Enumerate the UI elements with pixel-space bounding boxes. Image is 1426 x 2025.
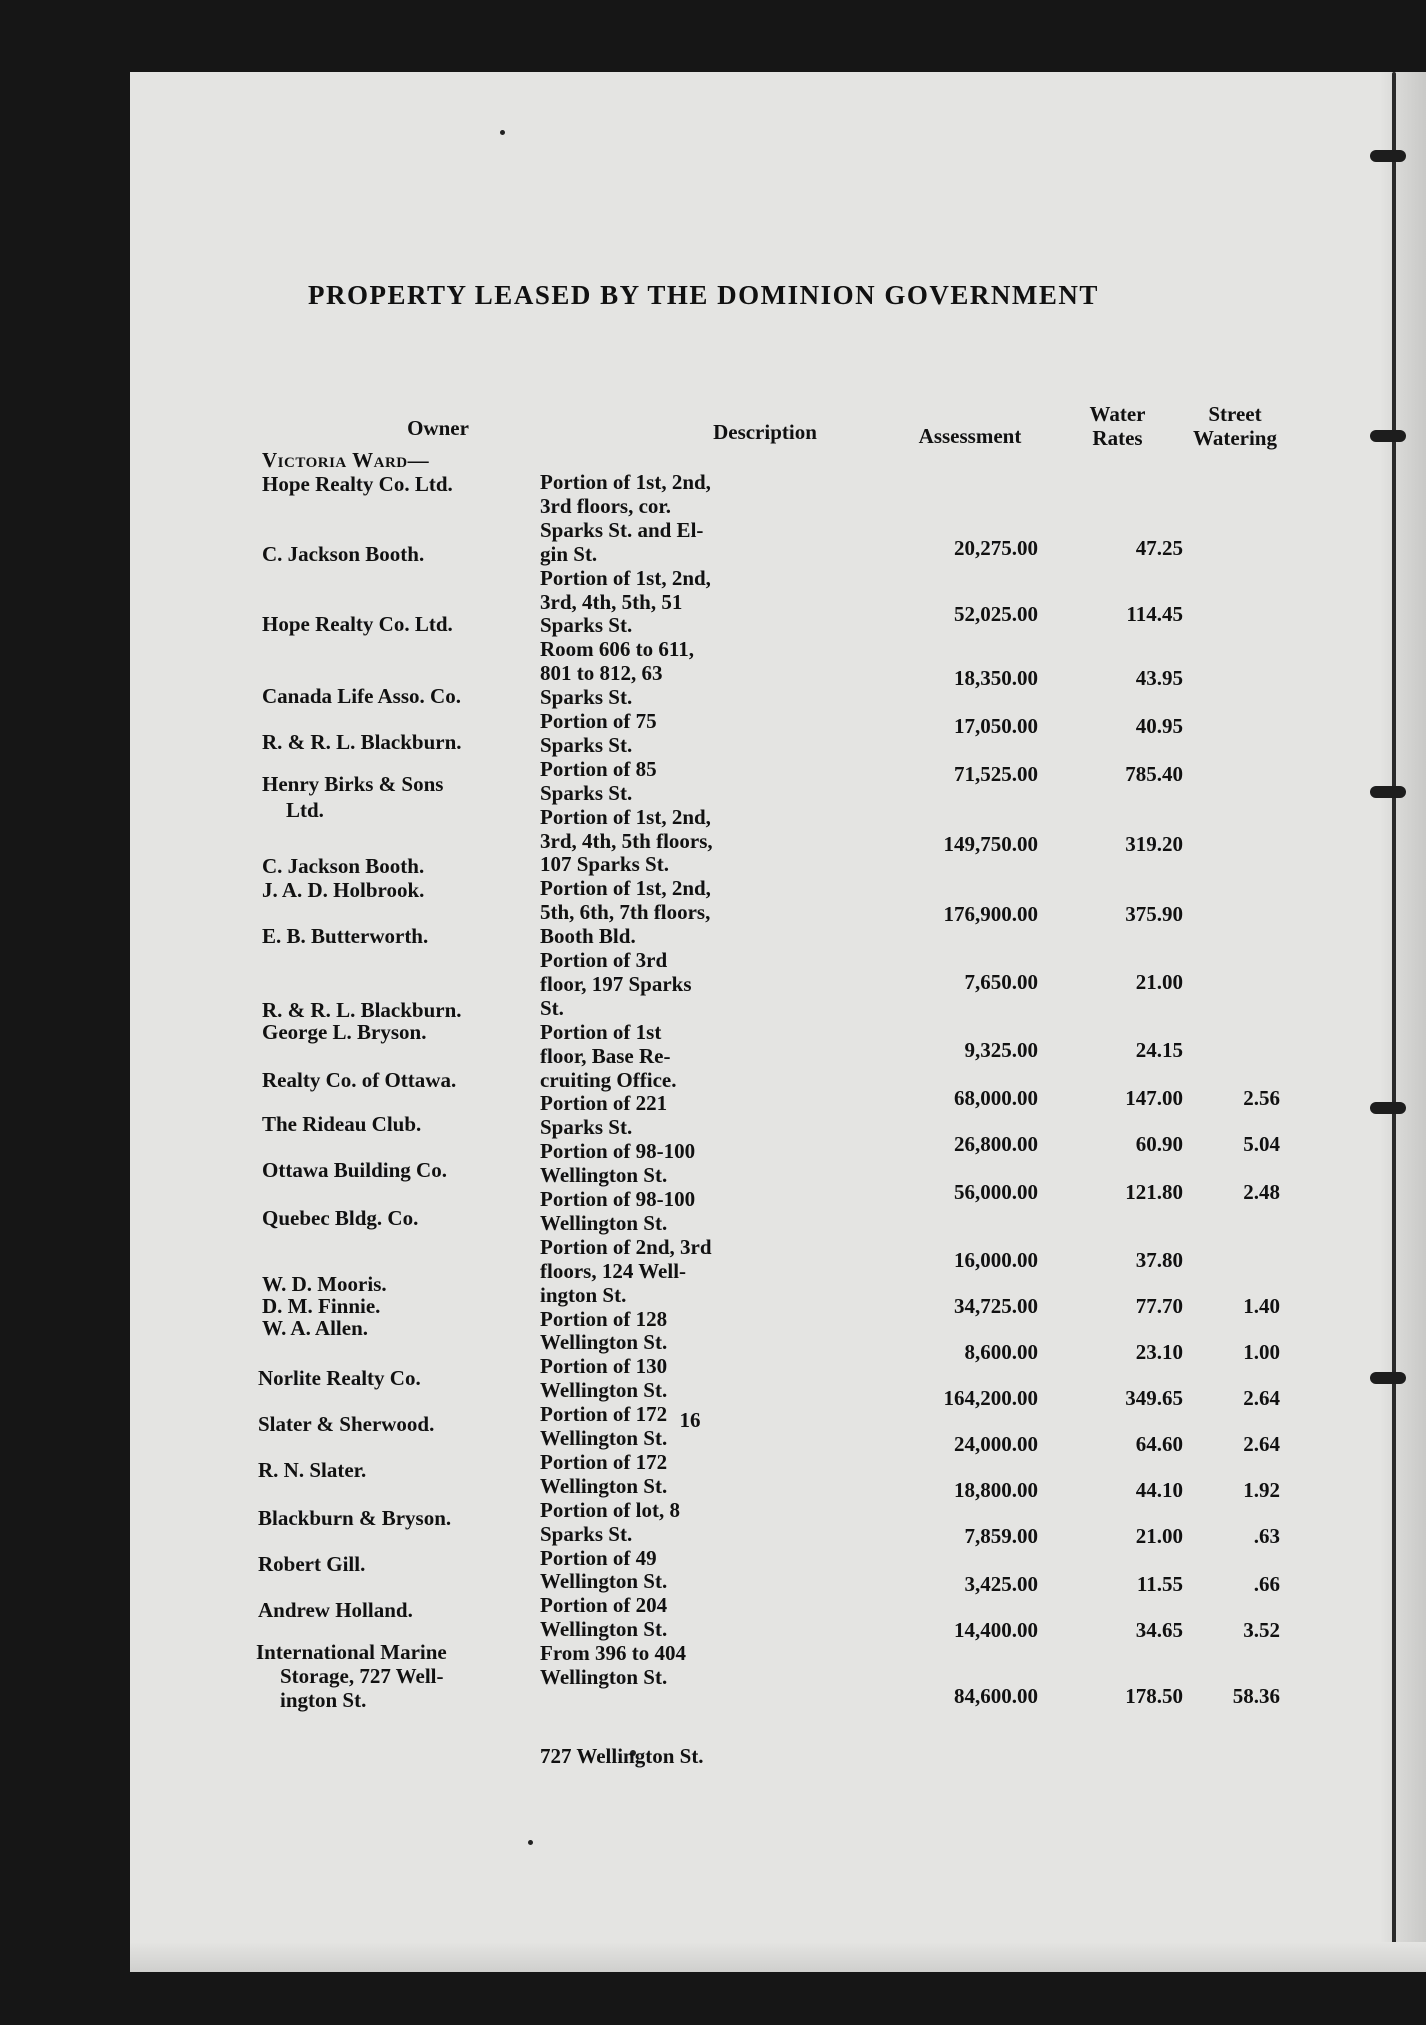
assessment-value: 16,000.00 [954,1248,1038,1272]
ward-heading: Victoria Ward— [262,448,430,472]
street-watering-value: 1.92 [1243,1478,1280,1502]
page-fold-shadow [1380,72,1426,1972]
description-line: Sparks St. [540,781,633,805]
description-line: Sparks St. [540,1115,633,1139]
description-line: Wellington St. [540,1569,668,1593]
description-line: Wellington St. [540,1378,668,1402]
binding-clip-mark [1370,1372,1406,1384]
assessment-value: 71,525.00 [954,762,1038,786]
street-watering-value: .66 [1253,1572,1280,1596]
street-watering-value: 3.52 [1243,1618,1280,1642]
water-rate-value: 21.00 [1135,970,1183,994]
street-watering-value: 58.36 [1232,1684,1280,1708]
water-rate-value: 178.50 [1125,1684,1183,1708]
description-line: Wellington St. [540,1665,668,1689]
description-line: gin St. [540,542,598,566]
owner-name: Quebec Bldg. Co. [262,1206,419,1230]
owner-name: Norlite Realty Co. [258,1366,421,1390]
description-line: 3rd, 4th, 5th floors, [540,829,713,853]
description-line: Portion of lot, 8 [540,1498,680,1522]
water-rate-value: 114.45 [1126,602,1183,626]
description-line: ington St. [540,1283,627,1307]
assessment-value: 18,800.00 [954,1478,1038,1502]
owner-name: Realty Co. of Ottawa. [262,1068,457,1092]
description-line: Portion of 75 [540,709,657,733]
description-line: cruiting Office. [540,1068,677,1092]
owner-name: Storage, 727 Well- [280,1664,444,1688]
description-line: Wellington St. [540,1617,668,1641]
assessment-value: 84,600.00 [954,1684,1038,1708]
assessment-value: 17,050.00 [954,714,1038,738]
water-rate-value: 40.95 [1135,714,1183,738]
water-rate-value: 11.55 [1136,1572,1183,1596]
owner-name: George L. Bryson. [262,1020,427,1044]
street-watering-value: 1.40 [1243,1294,1280,1318]
description-line: Wellington St. [540,1426,668,1450]
street-watering-value: 2.64 [1243,1432,1280,1456]
water-rate-value: 121.80 [1125,1180,1183,1204]
description-line: Room 606 to 611, [540,637,694,661]
water-rate-value: 375.90 [1125,902,1183,926]
owner-name: R. N. Slater. [258,1458,367,1482]
description-line: Portion of 1st, 2nd, [540,566,711,590]
water-rate-value: 77.70 [1135,1294,1183,1318]
owner-name: Andrew Holland. [258,1598,413,1622]
assessment-value: 18,350.00 [954,666,1038,690]
assessment-value: 149,750.00 [943,832,1038,856]
assessment-value: 7,859.00 [964,1524,1038,1548]
owner-name: J. A. D. Holbrook. [262,878,425,902]
scanned-page [130,72,1426,1972]
water-rate-value: 21.00 [1135,1524,1183,1548]
owner-name: D. M. Finnie. [262,1294,381,1318]
binding-clip-mark [1370,786,1406,798]
owner-name: R. & R. L. Blackburn. [262,730,462,754]
owner-name: W. A. Allen. [262,1316,369,1340]
page-bottom-edge [130,1942,1426,1972]
owner-name: ington St. [280,1688,367,1712]
page-title: PROPERTY LEASED BY THE DOMINION GOVERNMENT [308,280,1099,310]
description-line: Portion of 1st, 2nd, [540,470,711,494]
binding-clip-mark [1370,1102,1406,1114]
description-line: 107 Sparks St. [540,852,669,876]
water-rate-value: 147.00 [1125,1086,1183,1110]
water-rate-value: 24.15 [1135,1038,1183,1062]
assessment-value: 7,650.00 [964,970,1038,994]
column-header-description: Description [713,420,817,444]
assessment-value: 52,025.00 [954,602,1038,626]
street-watering-value: 1.00 [1243,1340,1280,1364]
description-line: Wellington St. [540,1474,668,1498]
description-line: Portion of 221 [540,1091,668,1115]
description-line: Wellington St. [540,1163,668,1187]
street-watering-value: 2.48 [1243,1180,1280,1204]
water-rate-value: 34.65 [1135,1618,1183,1642]
street-watering-value: 5.04 [1243,1132,1280,1156]
assessment-value: 164,200.00 [943,1386,1038,1410]
assessment-value: 14,400.00 [954,1618,1038,1642]
column-header-assessment: Assessment [918,424,1022,448]
binding-fold-line [1392,72,1396,1972]
description-line: Wellington St. [540,1211,668,1235]
water-rate-value: 60.90 [1135,1132,1183,1156]
description-line: Portion of 2nd, 3rd [540,1235,712,1259]
water-rate-value: 349.65 [1125,1386,1183,1410]
description-line: Portion of 172 [540,1402,668,1426]
document-content [130,72,1370,1942]
binding-clip-mark [1370,430,1406,442]
description-line: Portion of 98-100 [540,1187,696,1211]
owner-name: E. B. Butterworth. [262,924,429,948]
water-rate-value: 785.40 [1125,762,1183,786]
description-line: floors, 124 Well- [540,1259,687,1283]
assessment-value: 34,725.00 [954,1294,1038,1318]
description-line: Sparks St. [540,733,633,757]
assessment-value: 9,325.00 [964,1038,1038,1062]
description-line: Portion of 204 [540,1593,668,1617]
owner-name: Ottawa Building Co. [262,1158,447,1182]
description-line: Portion of 98-100 [540,1139,696,1163]
description-line: Portion of 1st, 2nd, [540,876,711,900]
description-line: 5th, 6th, 7th floors, [540,900,711,924]
assessment-value: 24,000.00 [954,1432,1038,1456]
description-line: Booth Bld. [540,924,636,948]
column-header-water-rates: Water Rates [1089,402,1146,450]
owner-name: Robert Gill. [258,1552,366,1576]
water-rate-value: 37.80 [1135,1248,1183,1272]
assessment-value: 26,800.00 [954,1132,1038,1156]
assessment-value: 3,425.00 [964,1572,1038,1596]
owner-name: International Marine [256,1640,447,1664]
description-line: St. [540,996,564,1020]
water-rate-value: 64.60 [1135,1432,1183,1456]
street-watering-value: 2.64 [1243,1386,1280,1410]
description-line: Portion of 172 [540,1450,668,1474]
water-rate-value: 47.25 [1135,536,1183,560]
assessment-value: 56,000.00 [954,1180,1038,1204]
assessment-value: 20,275.00 [954,536,1038,560]
owner-name: Blackburn & Bryson. [258,1506,452,1530]
column-header-owner: Owner [407,416,469,440]
description-line: Sparks St. [540,685,633,709]
water-rate-value: 44.10 [1135,1478,1183,1502]
owner-name: Canada Life Asso. Co. [262,684,461,708]
water-rate-value: 43.95 [1135,666,1183,690]
owner-name: Henry Birks & Sons [262,772,444,796]
description-line: Portion of 130 [540,1354,668,1378]
owner-name: Slater & Sherwood. [258,1412,435,1436]
description-line: Sparks St. [540,1522,633,1546]
assessment-value: 176,900.00 [943,902,1038,926]
description-line: Portion of 128 [540,1307,668,1331]
description-line: floor, Base Re- [540,1044,671,1068]
description-line: Wellington St. [540,1330,668,1354]
owner-name: Hope Realty Co. Ltd. [262,612,453,636]
street-watering-value: 2.56 [1243,1086,1280,1110]
description-line: Portion of 85 [540,757,657,781]
water-rate-value: 319.20 [1125,832,1183,856]
description-line: 801 to 812, 63 [540,661,663,685]
description-line: floor, 197 Sparks [540,972,692,996]
description-line: Portion of 1st, 2nd, [540,805,711,829]
assessment-value: 68,000.00 [954,1086,1038,1110]
description-line: Sparks St. [540,613,633,637]
owner-name: Ltd. [286,798,324,822]
owner-name: C. Jackson Booth. [262,854,425,878]
description-line: Portion of 1st [540,1020,662,1044]
description-line: 3rd floors, cor. [540,494,672,518]
page-number: 16 [679,1408,701,1432]
description-line: Sparks St. and El- [540,518,704,542]
description-line: Portion of 3rd [540,948,668,972]
description-line: 727 Wellington St. [540,1744,704,1768]
owner-name: C. Jackson Booth. [262,542,425,566]
owner-name: Hope Realty Co. Ltd. [262,472,453,496]
description-line: Portion of 49 [540,1546,657,1570]
owner-name: R. & R. L. Blackburn. [262,998,462,1022]
street-watering-value: .63 [1253,1524,1280,1548]
binding-clip-mark [1370,150,1406,162]
owner-name: The Rideau Club. [262,1112,422,1136]
owner-name: W. D. Mooris. [262,1272,387,1296]
description-line: 3rd, 4th, 5th, 51 [540,590,683,614]
assessment-value: 8,600.00 [964,1340,1038,1364]
description-line: From 396 to 404 [540,1641,687,1665]
column-header-street-watering: Street Watering [1193,402,1277,450]
water-rate-value: 23.10 [1135,1340,1183,1364]
